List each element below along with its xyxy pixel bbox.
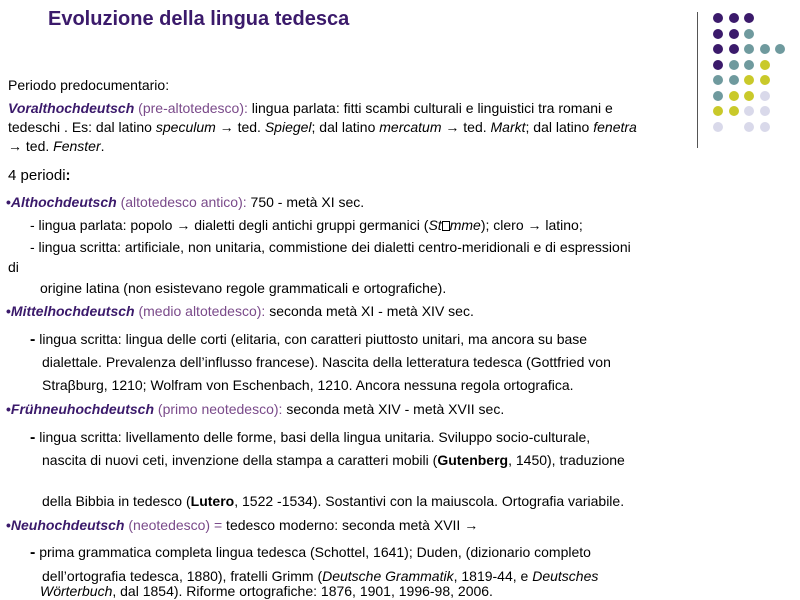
decorative-dot xyxy=(744,13,754,23)
pre-line-2-text: tedeschi . Es: dal latino xyxy=(8,119,156,135)
missing-glyph-icon xyxy=(442,221,450,231)
periods-heading-text: 4 periodi xyxy=(8,167,66,184)
decorative-dot xyxy=(760,91,770,101)
period-2-line-1-text: lingua scritta: lingua delle corti (elitaria, con caratteri piuttosto unitari, ma ancora su base xyxy=(39,331,588,347)
pre-heading: Periodo predocumentario: xyxy=(8,77,170,93)
decorative-dot xyxy=(744,44,754,54)
lutero-name: Lutero xyxy=(190,493,235,509)
period-2-line-3: Straβburg, 1210; Wolfram von Eschenbach, 1210. Ancora nessuna regola ortografica. xyxy=(42,377,574,393)
period-3-paren: (primo neotedesco): xyxy=(157,401,283,417)
period-4-line-1 xyxy=(30,543,591,562)
decorative-dot xyxy=(729,106,739,116)
period-4-paren: (neotedesco) = xyxy=(128,517,223,533)
period-4-line-2-text: dell’ortografia tedesca, 1880), fratelli Grimm ( xyxy=(42,568,323,584)
decorative-dot xyxy=(729,60,739,70)
period-4-line-3 xyxy=(40,582,493,600)
dash-icon: - xyxy=(30,331,36,348)
period-1-sub-3: di xyxy=(8,259,19,275)
decorative-dot xyxy=(744,75,754,85)
period-3-line-2-text: nascita di nuovi ceti, invenzione della stampa a caratteri mobili ( xyxy=(42,452,438,468)
period-4-line-3-end: , dal 1854). Riforme ortografiche: 1876, 1901, 1996-98, 2006. xyxy=(112,583,493,599)
decorative-dot xyxy=(744,60,754,70)
bullet-icon: • xyxy=(6,401,11,417)
bullet-icon: • xyxy=(6,303,11,319)
period-4-dates: tedesco moderno: seconda metà XVII → xyxy=(222,517,479,533)
gutenberg-name: Gutenberg xyxy=(437,452,509,468)
period-3-line-3-end: , 1522 -1534). Sostantivi con la maiuscola. Ortografia variabile. xyxy=(234,493,625,509)
period-1-paren: (altotedesco antico): xyxy=(120,194,247,210)
latin-example-3: fenetra xyxy=(593,119,637,135)
bullet-icon: • xyxy=(6,194,11,210)
dash-icon: - xyxy=(30,544,36,561)
pre-term: Voralthochdeutsch xyxy=(8,100,135,116)
period-3-line-1-text: lingua scritta: livellamento delle forme, basi della lingua unitaria. Sviluppo socio-culturale, xyxy=(39,429,591,445)
german-example-2: Markt xyxy=(490,119,526,135)
arrow-ted-3: → ted. xyxy=(8,138,54,154)
decorative-dot xyxy=(744,122,754,132)
decorative-dot xyxy=(744,29,754,39)
decorative-dot xyxy=(729,29,739,39)
period-1-sub-1 xyxy=(30,216,583,234)
pre-line-2 xyxy=(8,118,637,136)
period-2-dates: seconda metà XI - metà XIV sec. xyxy=(265,303,474,319)
decorative-dot xyxy=(760,122,770,132)
dash-icon: - xyxy=(30,429,36,446)
decorative-dot xyxy=(713,29,723,39)
decorative-dot xyxy=(713,106,723,116)
decorative-dot xyxy=(760,75,770,85)
separator-2: ; dal latino xyxy=(525,119,594,135)
german-example-1: Spiegel xyxy=(264,119,312,135)
decorative-dot xyxy=(729,44,739,54)
decorative-dot xyxy=(760,106,770,116)
period-3-line-3-text: della Bibbia in tedesco ( xyxy=(42,493,191,509)
period-1-dates: 750 - metà XI sec. xyxy=(246,194,365,210)
period-3-line-1 xyxy=(30,428,590,447)
period-3-heading xyxy=(6,400,504,418)
woerterbuch-title: Wörterbuch xyxy=(40,583,113,599)
arrow-ted-1: → ted. xyxy=(215,119,265,135)
decorative-dot xyxy=(744,106,754,116)
period-3-term: Frühneuhochdeutsch xyxy=(10,401,155,417)
latin-example-1: speculum xyxy=(155,119,216,135)
pre-line-1-rest: lingua parlata: fitti scambi culturali e linguistici tra romani e xyxy=(247,100,613,116)
period-2-paren: (medio altotedesco): xyxy=(138,303,266,319)
pre-line-3-end: . xyxy=(100,138,105,154)
period-2-heading xyxy=(6,302,474,320)
arrow-ted-2: → ted. xyxy=(441,119,491,135)
period-1-term: Althochdeutsch xyxy=(10,194,117,210)
periods-heading xyxy=(8,167,71,185)
period-1-sub-4: origine latina (non esistevano regole grammaticali e ortografiche). xyxy=(40,280,447,296)
decorative-dot xyxy=(760,44,770,54)
decorative-dot xyxy=(713,75,723,85)
period-4-term: Neuhochdeutsch xyxy=(10,517,125,533)
decorative-dot xyxy=(713,60,723,70)
decorative-dot xyxy=(713,44,723,54)
periods-heading-colon: : xyxy=(65,167,71,184)
decorative-dot xyxy=(713,122,723,132)
deutsches-title: Deutsches xyxy=(532,568,599,584)
decorative-dot xyxy=(729,91,739,101)
period-1-sub-1-text: - lingua parlata: popolo → dialetti degli antichi gruppi germanici ( xyxy=(30,217,429,233)
period-3-dates: seconda metà XIV - metà XVII sec. xyxy=(282,401,505,417)
decorative-dot xyxy=(775,44,785,54)
pre-line-3 xyxy=(8,137,105,155)
decorative-dot xyxy=(729,13,739,23)
period-2-term: Mittelhochdeutsch xyxy=(10,303,135,319)
period-3-line-2-end: , 1450), traduzione xyxy=(508,452,625,468)
divider-line xyxy=(697,12,698,148)
period-3-line-2 xyxy=(42,451,625,469)
decorative-dot xyxy=(744,91,754,101)
period-3-line-3 xyxy=(42,492,624,510)
period-1-sub-1-end: ); clero → latino; xyxy=(480,217,583,233)
decorative-dot xyxy=(713,13,723,23)
period-4-line-2-mid: , 1819-44, e xyxy=(453,568,533,584)
dot-grid-decoration xyxy=(713,13,800,133)
german-example-3: Fenster xyxy=(53,138,101,154)
decorative-dot xyxy=(713,91,723,101)
bullet-icon: • xyxy=(6,517,11,533)
period-4-heading xyxy=(6,516,478,534)
pre-line-1 xyxy=(8,99,613,117)
period-2-line-2: dialettale. Prevalenza dell’influsso francese). Nascita della letteratura tedesca (Gottfried von xyxy=(42,354,611,370)
decorative-dot xyxy=(729,75,739,85)
separator-1: ; dal latino xyxy=(311,119,380,135)
period-1-sub-1-st: St xyxy=(428,217,442,233)
period-1-sub-2: - lingua scritta: artificiale, non unitaria, commistione dei dialetti centro-meridionali e di espressioni xyxy=(30,239,631,255)
period-1-heading xyxy=(6,193,364,211)
period-2-line-1 xyxy=(30,330,587,349)
decorative-dot xyxy=(760,60,770,70)
slide-title: Evoluzione della lingua tedesca xyxy=(48,8,350,30)
deutsche-grammatik-title: Deutsche Grammatik xyxy=(322,568,454,584)
pre-term-paren: (pre-altotedesco): xyxy=(138,100,248,116)
period-1-sub-1-mme: mme xyxy=(449,217,481,233)
period-4-line-1-text: prima grammatica completa lingua tedesca (Schottel, 1641); Duden, (dizionario completo xyxy=(39,544,591,560)
latin-example-2: mercatum xyxy=(379,119,442,135)
